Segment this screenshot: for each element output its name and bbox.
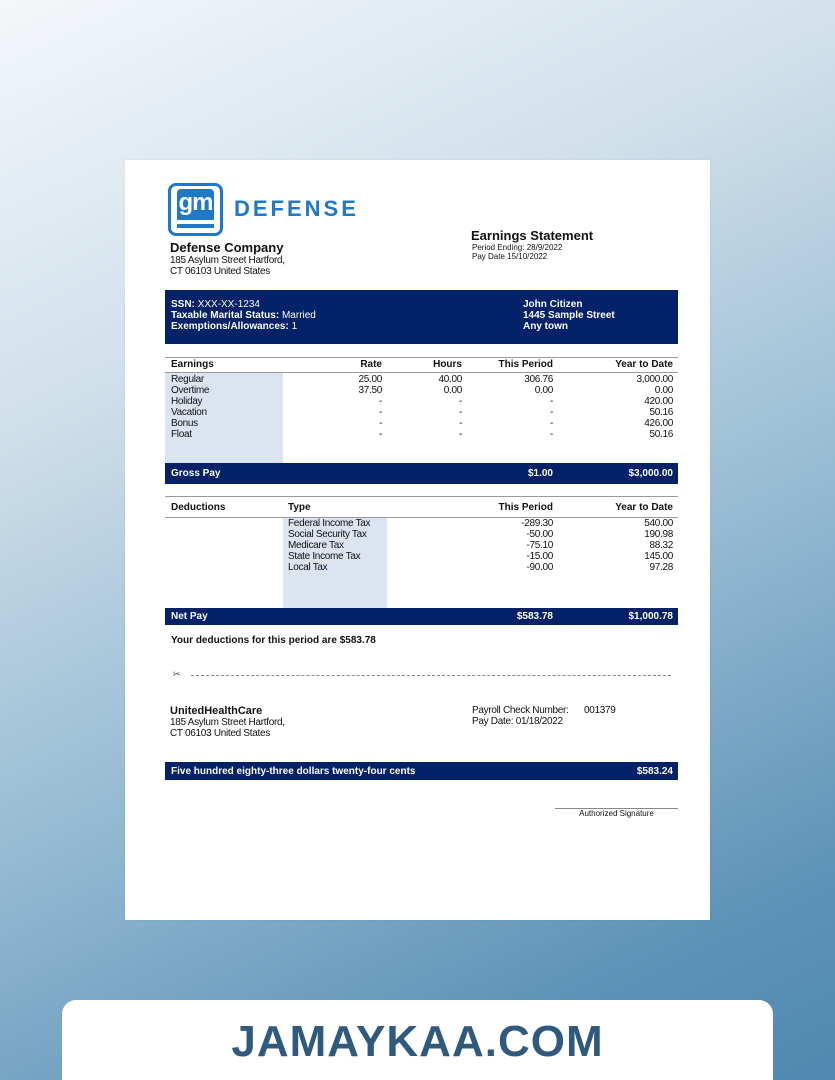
earning-period: - bbox=[549, 429, 553, 440]
employee-street: 1445 Sample Street bbox=[523, 310, 615, 321]
gross-pay-band bbox=[165, 463, 678, 484]
ytd-header: Year to Date bbox=[615, 359, 673, 370]
hours-header: Hours bbox=[433, 359, 462, 370]
earning-ytd: 0.00 bbox=[654, 385, 673, 396]
earning-hours: - bbox=[458, 407, 462, 418]
pay-stub-document bbox=[125, 160, 710, 920]
earnings-hours bbox=[412, 374, 462, 440]
check-number-label: Payroll Check Number: bbox=[472, 705, 569, 716]
ssn-value: XXX-XX-1234 bbox=[197, 299, 260, 310]
deduction-period: -15.00 bbox=[526, 551, 553, 562]
deduction-ytd: 97.28 bbox=[649, 562, 673, 573]
gross-pay-label: Gross Pay bbox=[171, 468, 221, 479]
deduction-type: Federal Income Tax bbox=[288, 518, 371, 529]
earning-rate: - bbox=[378, 429, 382, 440]
earning-ytd: 50.16 bbox=[649, 407, 673, 418]
earning-label: Regular bbox=[171, 374, 204, 385]
scissors-icon: ✂ bbox=[173, 669, 181, 679]
earning-period: - bbox=[549, 407, 553, 418]
exemptions-label: Exemptions/Allowances: bbox=[171, 321, 289, 332]
earnings-top-rule bbox=[165, 357, 678, 358]
deductions-header: Deductions bbox=[171, 502, 226, 513]
net-pay-label: Net Pay bbox=[171, 611, 208, 622]
earning-label: Holiday bbox=[171, 396, 203, 407]
earning-ytd: 426.00 bbox=[644, 418, 673, 429]
earning-ytd: 50.16 bbox=[649, 429, 673, 440]
earning-label: Bonus bbox=[171, 418, 198, 429]
signature-label: Authorized Signature bbox=[579, 809, 654, 818]
watermark-text: JAMAYKAA.COM bbox=[231, 1017, 604, 1066]
check-amount: $583.24 bbox=[636, 766, 673, 777]
exemptions-line bbox=[171, 321, 297, 332]
ssn-line bbox=[171, 299, 260, 310]
employee-town: Any town bbox=[523, 321, 568, 332]
earning-period: 0.00 bbox=[534, 385, 553, 396]
deduction-ytds bbox=[593, 518, 673, 573]
deductions-top-rule bbox=[165, 496, 678, 497]
earning-hours: - bbox=[458, 396, 462, 407]
watermark-banner bbox=[62, 1000, 773, 1080]
earning-hours: - bbox=[458, 429, 462, 440]
logo-mark: gm bbox=[177, 189, 214, 220]
gm-logo bbox=[168, 183, 223, 236]
earning-hours: - bbox=[458, 418, 462, 429]
earning-period: 306.76 bbox=[524, 374, 553, 385]
deduction-ytd: 190.98 bbox=[644, 529, 673, 540]
marital-status-line bbox=[171, 310, 316, 321]
deduction-type: State Income Tax bbox=[288, 551, 361, 562]
deduction-type: Local Tax bbox=[288, 562, 328, 573]
deduction-period-header: This Period bbox=[498, 502, 553, 513]
deduction-types bbox=[288, 518, 388, 573]
earning-rate: 25.00 bbox=[358, 374, 382, 385]
logo-wordmark: DEFENSE bbox=[234, 196, 359, 221]
company-address-line1: 185 Asylum Street Hartford, bbox=[170, 255, 285, 266]
deduction-type: Medicare Tax bbox=[288, 540, 344, 551]
earnings-this-period bbox=[483, 374, 553, 440]
earnings-labels bbox=[171, 374, 271, 440]
payee-address-line1: 185 Asylum Street Hartford, bbox=[170, 717, 285, 728]
deduction-type: Social Security Tax bbox=[288, 529, 367, 540]
amount-band bbox=[165, 762, 678, 780]
deduction-ytd: 540.00 bbox=[644, 518, 673, 529]
cut-line bbox=[191, 675, 671, 676]
employee-name: John Citizen bbox=[523, 299, 583, 310]
net-pay-ytd: $1,000.78 bbox=[628, 611, 673, 622]
earning-rate: 37.50 bbox=[358, 385, 382, 396]
earning-hours: 40.00 bbox=[438, 374, 462, 385]
earning-label: Float bbox=[171, 429, 192, 440]
gross-pay-period: $1.00 bbox=[527, 468, 553, 479]
earning-label: Vacation bbox=[171, 407, 207, 418]
employee-info-band bbox=[165, 290, 678, 344]
net-pay-band bbox=[165, 608, 678, 625]
company-name: Defense Company bbox=[170, 240, 284, 255]
marital-value: Married bbox=[281, 310, 316, 321]
company-address-line2: CT 06103 United States bbox=[170, 266, 270, 277]
earning-period: - bbox=[549, 418, 553, 429]
exemptions-value: 1 bbox=[291, 321, 298, 332]
net-pay-period: $583.78 bbox=[516, 611, 553, 622]
deduction-period: -75.10 bbox=[526, 540, 553, 551]
deduction-ytd-header: Year to Date bbox=[615, 502, 673, 513]
deduction-period: -289.30 bbox=[521, 518, 553, 529]
logo-underline bbox=[177, 224, 214, 228]
payee-address-line2: CT 06103 United States bbox=[170, 728, 270, 739]
deduction-ytd: 145.00 bbox=[644, 551, 673, 562]
deduction-period: -90.00 bbox=[526, 562, 553, 573]
marital-label: Taxable Marital Status: bbox=[171, 310, 280, 321]
deduction-ytd: 88.32 bbox=[649, 540, 673, 551]
rate-header: Rate bbox=[360, 359, 382, 370]
check-pay-date: Pay Date: 01/18/2022 bbox=[472, 716, 563, 727]
gross-pay-ytd: $3,000.00 bbox=[628, 468, 673, 479]
earning-rate: - bbox=[378, 407, 382, 418]
period-ending: Period Ending: 28/9/2022 bbox=[472, 243, 563, 252]
pay-date: Pay Date 15/10/2022 bbox=[472, 252, 548, 261]
deduction-periods bbox=[483, 518, 553, 573]
earnings-ytd bbox=[593, 374, 673, 440]
ssn-label: SSN: bbox=[171, 299, 195, 310]
earning-rate: - bbox=[378, 396, 382, 407]
deductions-summary: Your deductions for this period are $583.78 bbox=[171, 635, 376, 646]
earning-label: Overtime bbox=[171, 385, 210, 396]
earning-ytd: 420.00 bbox=[644, 396, 673, 407]
this-period-header: This Period bbox=[498, 359, 553, 370]
earning-rate: - bbox=[378, 418, 382, 429]
amount-in-words: Five hundred eighty-three dollars twenty-four cents bbox=[171, 766, 416, 777]
earning-hours: 0.00 bbox=[443, 385, 462, 396]
earning-ytd: 3,000.00 bbox=[636, 374, 673, 385]
earning-period: - bbox=[549, 396, 553, 407]
type-header: Type bbox=[288, 502, 311, 513]
earnings-header: Earnings bbox=[171, 359, 214, 370]
payee-name: UnitedHealthCare bbox=[170, 705, 263, 717]
statement-title: Earnings Statement bbox=[471, 228, 594, 243]
deduction-period: -50.00 bbox=[526, 529, 553, 540]
check-number: 001379 bbox=[584, 705, 616, 716]
earnings-rates bbox=[332, 374, 382, 440]
